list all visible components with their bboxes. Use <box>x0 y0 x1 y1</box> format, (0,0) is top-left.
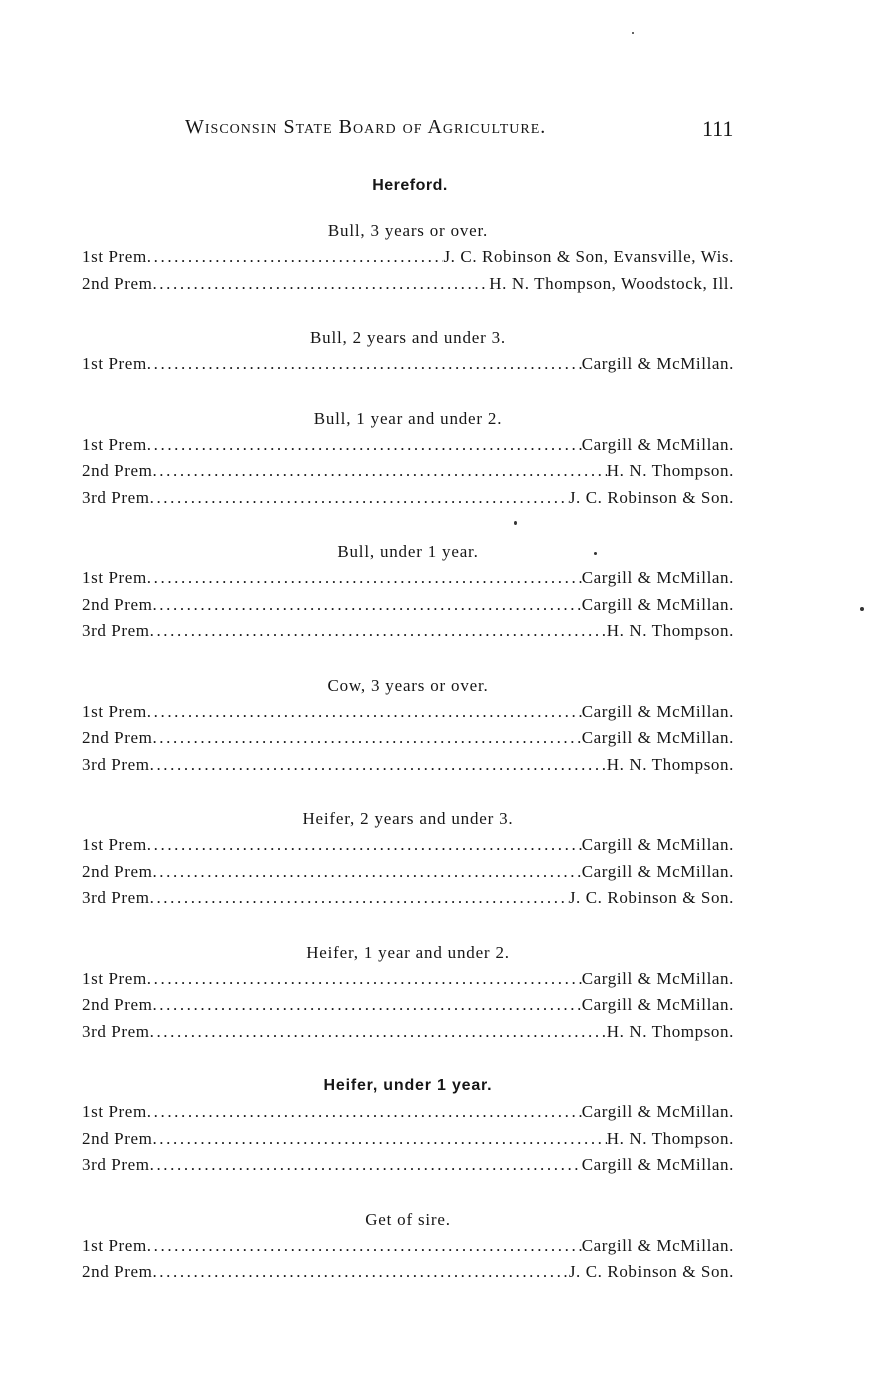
award-place: 3rd Prem <box>82 754 150 774</box>
award-row <box>82 1126 734 1153</box>
class-title: Heifer, 1 year and under 2. <box>306 942 510 962</box>
class-title: Heifer, under 1 year. <box>323 1077 493 1094</box>
award-row <box>82 1152 734 1179</box>
award-row <box>82 832 734 859</box>
dot-leader <box>152 1259 568 1286</box>
award-row <box>82 1233 734 1260</box>
award-place: 3rd Prem <box>82 621 150 640</box>
dot-leader <box>147 565 582 592</box>
class-section <box>82 218 734 297</box>
dot-leader <box>147 432 582 459</box>
award-winner: Cargill & McMillan. <box>581 434 734 454</box>
award-winner: Cargill & McMillan. <box>581 354 734 373</box>
award-row <box>82 992 734 1019</box>
page-header <box>0 116 887 150</box>
class-section <box>82 325 734 378</box>
award-winner: Cargill & McMillan. <box>581 568 734 587</box>
dot-leader <box>150 752 607 779</box>
award-place: 1st Prem <box>82 247 147 266</box>
award-winner: J. C. Robinson & Son, Evansville, Wis. <box>443 247 734 266</box>
award-place: 1st Prem <box>82 701 147 721</box>
dot-leader <box>147 1233 582 1260</box>
class-title: Heifer, 2 years and under 3. <box>302 809 514 828</box>
page-number: 111 <box>702 116 734 141</box>
award-place: 1st Prem <box>82 568 147 587</box>
award-place: 3rd Prem <box>82 888 150 907</box>
award-row <box>82 885 734 912</box>
award-winner: H. N. Thompson, Woodstock, Ill. <box>489 273 734 293</box>
award-place: 1st Prem <box>82 1102 147 1121</box>
award-winner: Cargill & McMillan. <box>581 1155 734 1174</box>
dot-leader <box>147 1099 582 1126</box>
award-place: 2nd Prem <box>82 273 153 293</box>
award-winner: Cargill & McMillan. <box>581 594 734 614</box>
dot-leader <box>147 966 582 993</box>
award-row <box>82 966 734 993</box>
award-row <box>82 432 734 459</box>
award-winner: H. N. Thompson. <box>606 1128 734 1148</box>
dot-leader <box>152 1126 606 1153</box>
award-place: 2nd Prem <box>82 461 153 480</box>
award-place: 2nd Prem <box>82 861 153 881</box>
award-place: 1st Prem <box>82 1235 147 1255</box>
award-row <box>82 592 734 619</box>
award-place: 2nd Prem <box>82 1128 153 1148</box>
award-place: 1st Prem <box>82 434 147 454</box>
award-row <box>82 271 734 298</box>
class-title: Bull, 1 year and under 2. <box>313 408 503 428</box>
prize-list <box>82 218 734 1314</box>
award-winner: Cargill & McMillan. <box>581 835 734 854</box>
award-winner: H. N. Thompson. <box>606 461 734 480</box>
award-row <box>82 1259 734 1286</box>
class-section <box>82 1207 734 1286</box>
award-place: 3rd Prem <box>82 487 150 507</box>
award-place: 2nd Prem <box>82 728 153 747</box>
award-place: 1st Prem <box>82 835 147 854</box>
class-section <box>82 673 734 779</box>
award-row <box>82 618 734 645</box>
dot-leader <box>150 618 607 645</box>
award-winner: J. C. Robinson & Son. <box>568 1262 734 1281</box>
dot-leader <box>152 859 581 886</box>
award-place: 3rd Prem <box>82 1021 150 1041</box>
award-winner: Cargill & McMillan. <box>581 1102 734 1121</box>
breed-title: Hereford. <box>372 177 448 194</box>
class-title: Bull, under 1 year. <box>337 542 479 561</box>
class-title: Cow, 3 years or over. <box>327 675 489 695</box>
award-winner: Cargill & McMillan. <box>581 968 734 988</box>
award-place: 1st Prem <box>82 968 147 988</box>
award-row <box>82 485 734 512</box>
award-winner: J. C. Robinson & Son. <box>568 888 734 907</box>
dot-leader <box>150 485 569 512</box>
scan-speck <box>632 32 634 34</box>
award-place: 3rd Prem <box>82 1155 150 1174</box>
award-place: 1st Prem <box>82 354 147 373</box>
award-winner: H. N. Thompson. <box>606 621 734 640</box>
award-winner: Cargill & McMillan. <box>581 701 734 721</box>
class-section <box>82 1073 734 1179</box>
dot-leader <box>152 725 581 752</box>
dot-leader <box>150 1019 607 1046</box>
award-winner: H. N. Thompson. <box>606 754 734 774</box>
award-winner: Cargill & McMillan. <box>581 1235 734 1255</box>
award-place: 2nd Prem <box>82 594 153 614</box>
scan-speck <box>514 521 517 525</box>
award-row <box>82 458 734 485</box>
award-row <box>82 752 734 779</box>
class-title: Bull, 3 years or over. <box>327 221 489 240</box>
award-row <box>82 859 734 886</box>
award-row <box>82 244 734 271</box>
award-place: 2nd Prem <box>82 1262 153 1281</box>
class-section <box>82 539 734 645</box>
award-row <box>82 725 734 752</box>
award-winner: Cargill & McMillan. <box>581 861 734 881</box>
award-row <box>82 565 734 592</box>
dot-leader <box>147 832 582 859</box>
award-row <box>82 351 734 378</box>
award-winner: Cargill & McMillan. <box>581 728 734 747</box>
scan-speck <box>594 552 597 555</box>
award-place: 2nd Prem <box>82 995 153 1014</box>
dot-leader <box>147 351 582 378</box>
scan-speck <box>860 607 864 611</box>
dot-leader <box>147 699 582 726</box>
class-section <box>82 406 734 512</box>
class-title: Bull, 2 years and under 3. <box>310 328 506 347</box>
dot-leader <box>152 271 489 298</box>
dot-leader <box>150 885 569 912</box>
award-winner: J. C. Robinson & Son. <box>568 487 734 507</box>
dot-leader <box>152 592 581 619</box>
award-row <box>82 699 734 726</box>
running-title: Wisconsin State Board of Agriculture. <box>185 116 547 138</box>
award-row <box>82 1099 734 1126</box>
class-section <box>82 806 734 912</box>
award-row <box>82 1019 734 1046</box>
dot-leader <box>152 992 581 1019</box>
dot-leader <box>152 458 606 485</box>
class-title: Get of sire. <box>365 1209 451 1229</box>
dot-leader <box>147 244 444 271</box>
award-winner: Cargill & McMillan. <box>581 995 734 1014</box>
dot-leader <box>150 1152 582 1179</box>
award-winner: H. N. Thompson. <box>606 1021 734 1041</box>
class-section <box>82 940 734 1046</box>
